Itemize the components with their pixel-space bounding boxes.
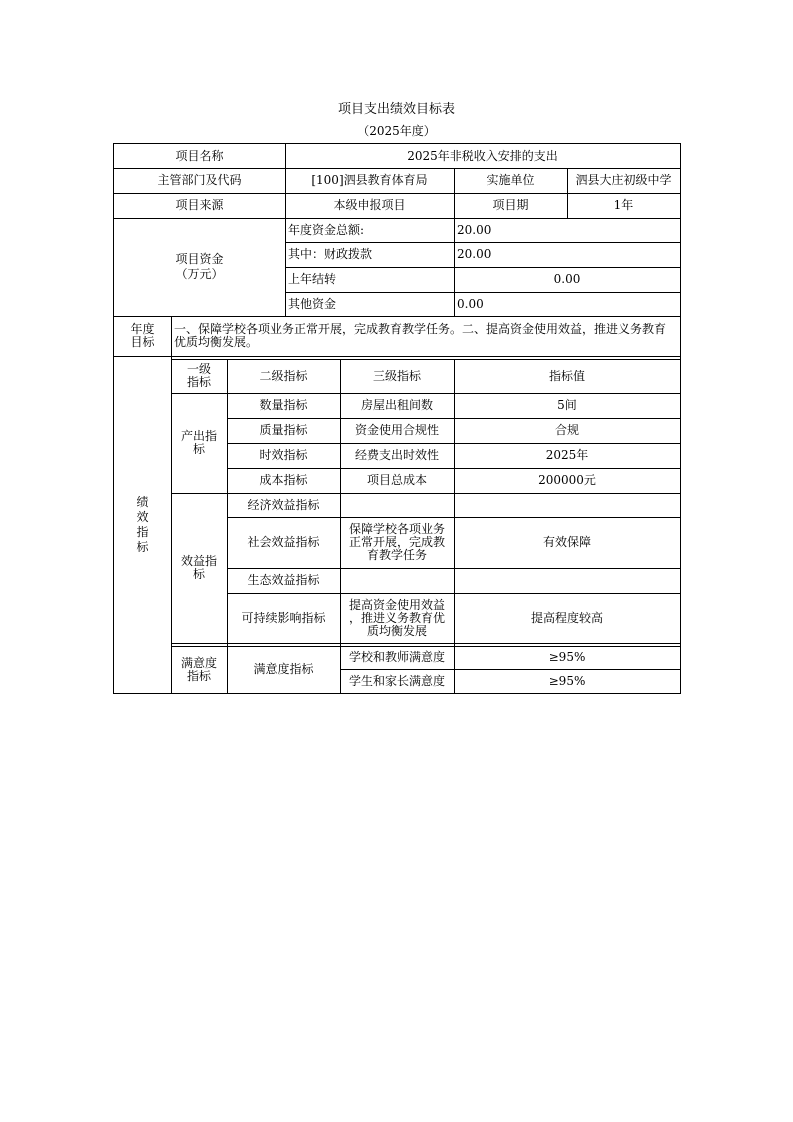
output-indicator-label: 产出指 标 [180, 429, 217, 456]
funds-carry-value: 0.00 [553, 272, 581, 286]
page-title: 项目支出绩效目标表 [337, 102, 455, 117]
period-label: 项目期 [492, 198, 529, 212]
quality-item: 资金使用合规性 [354, 423, 439, 437]
benefit-indicator-label: 效益指 标 [180, 554, 217, 581]
source-value: 本级申报项目 [333, 198, 406, 212]
source-label: 项目来源 [175, 198, 224, 212]
satisfaction-sub-label: 满意度指标 [253, 662, 314, 676]
ecological-label: 生态效益指标 [247, 573, 320, 587]
funds-total-label: 年度资金总额: [288, 222, 365, 237]
funds-fiscal-label: 其中：财政拨款 [288, 247, 373, 261]
page-subtitle-year: （2025年度） [357, 124, 436, 138]
cost-label: 成本指标 [259, 473, 308, 487]
funds-other-value: 0.00 [457, 296, 484, 311]
sat2-value: ≥95% [548, 673, 586, 688]
unit-value: 泗县大庄初级中学 [575, 173, 672, 187]
period-value: 1年 [613, 198, 634, 212]
project-name-label: 项目名称 [175, 148, 224, 163]
funds-label: 项目资金 （万元） [175, 252, 224, 281]
quantity-item: 房屋出租间数 [360, 398, 433, 412]
header-level3: 三级指标 [372, 368, 421, 383]
header-value: 指标值 [548, 368, 585, 383]
sat2-item: 学生和家长满意度 [348, 673, 445, 688]
timeliness-item: 经费支出时效性 [354, 448, 439, 462]
social-item: 保障学校各项业务 正常开展，完成教 育教学任务 [348, 522, 445, 562]
funds-fiscal-value: 20.00 [457, 247, 492, 261]
social-label: 社会效益指标 [247, 535, 320, 549]
funds-other-label: 其他资金 [288, 296, 337, 311]
dept-label: 主管部门及代码 [157, 173, 242, 187]
goal-text: 一、保障学校各项业务正常开展，完成教育教学任务。二、提高资金使用效益，推进义务教育优质均衡发展。 [174, 322, 667, 349]
cost-item: 项目总成本 [366, 473, 427, 487]
sat1-item: 学校和教师满意度 [348, 650, 445, 664]
satisfaction-indicator-label: 满意度 指标 [180, 655, 217, 683]
header-level2: 二级指标 [259, 368, 308, 383]
sustainable-value: 提高程度较高 [530, 610, 603, 625]
indicators-section-label: 绩 效 指 标 [136, 494, 149, 554]
header-level1: 一级 指标 [186, 362, 211, 389]
quality-value: 合规 [554, 423, 579, 437]
quantity-label: 数量指标 [259, 398, 308, 412]
quantity-value: 5间 [557, 398, 577, 412]
goal-label: 年度 目标 [130, 322, 155, 349]
cost-value: 200000元 [538, 473, 596, 487]
funds-carry-label: 上年结转 [288, 272, 337, 286]
dept-value: [100]泗县教育体育局 [311, 173, 428, 187]
quality-label: 质量指标 [259, 423, 308, 437]
funds-total-value: 20.00 [457, 222, 492, 237]
sustainable-label: 可持续影响指标 [241, 610, 326, 625]
sat1-value: ≥95% [548, 650, 586, 664]
project-name-value: 2025年非税收入安排的支出 [407, 148, 558, 163]
economic-label: 经济效益指标 [247, 497, 320, 512]
unit-label: 实施单位 [486, 173, 535, 187]
sustainable-item: 提高资金使用效益 ，推进义务教育优 质均衡发展 [348, 597, 445, 638]
social-value: 有效保障 [542, 535, 591, 549]
timeliness-value: 2025年 [545, 448, 589, 462]
timeliness-label: 时效指标 [259, 448, 308, 462]
